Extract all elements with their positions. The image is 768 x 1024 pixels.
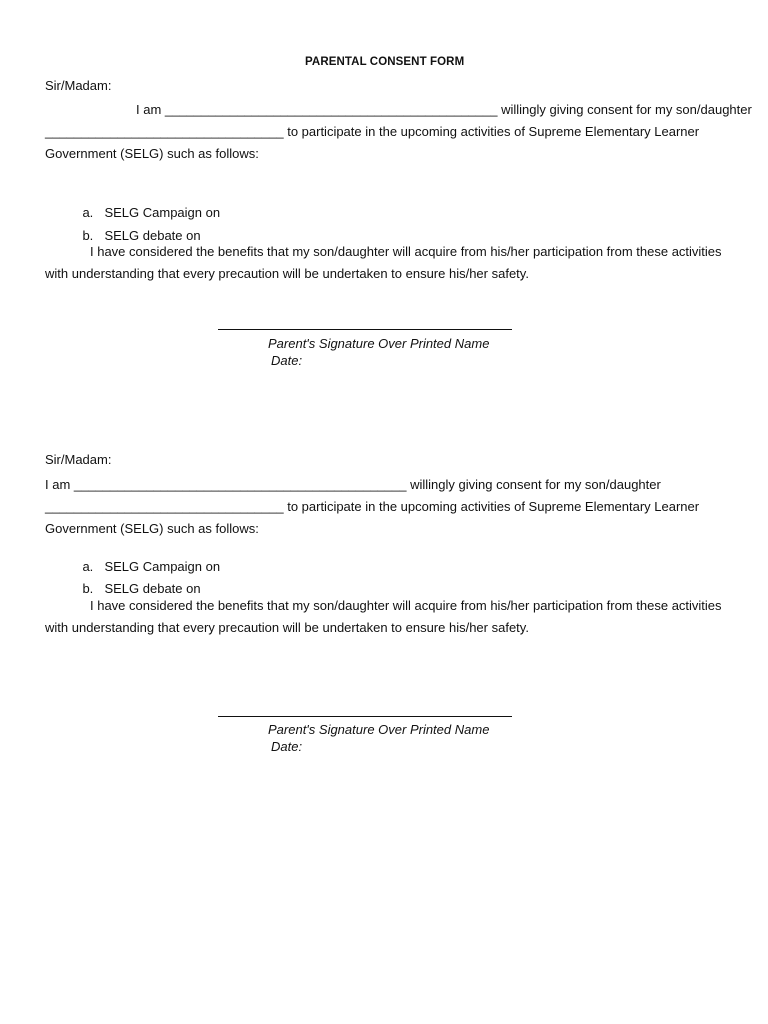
consideration-line-2: with understanding that every precaution will be undertaken to ensure his/her safety. [45,620,529,635]
list-marker: b. [82,581,94,596]
consideration-line-1: I have considered the benefits that my son/daughter will acquire from his/her participation from these activities [90,244,722,259]
list-marker: b. [82,228,94,243]
list-marker: a. [82,205,94,220]
consent-line-1: I am ______________________________________________ willingly giving consent for my son/daughter [45,477,661,492]
signature-line [218,716,512,717]
form-title: PARENTAL CONSENT FORM [305,56,465,68]
consent-line-2: _________________________________ to participate in the upcoming activities of Supreme Elementary Learner [45,124,700,139]
list-item-text: SELG debate on [104,581,201,596]
consideration-line-2: with understanding that every precaution will be undertaken to ensure his/her safety. [45,266,529,281]
signature-label: Parent's Signature Over Printed Name [268,722,490,737]
list-item-text: SELG Campaign on [104,205,221,220]
consent-line-3: Government (SELG) such as follows: [45,146,259,161]
salutation: Sir/Madam: [45,452,112,467]
consent-line-2: _________________________________ to participate in the upcoming activities of Supreme Elementary Learner [45,499,700,514]
salutation: Sir/Madam: [45,78,112,93]
list-item-text: SELG debate on [104,228,201,243]
consideration-line-1: I have considered the benefits that my son/daughter will acquire from his/her participation from these activities [90,598,722,613]
date-label: Date: [271,739,303,754]
list-item-text: SELG Campaign on [104,559,221,574]
date-label: Date: [271,353,303,368]
list-marker: a. [82,559,94,574]
signature-line [218,329,512,330]
consent-line-1: I am ______________________________________________ willingly giving consent for my son/daughter [136,102,752,117]
consent-line-3: Government (SELG) such as follows: [45,521,259,536]
signature-label: Parent's Signature Over Printed Name [268,336,490,351]
